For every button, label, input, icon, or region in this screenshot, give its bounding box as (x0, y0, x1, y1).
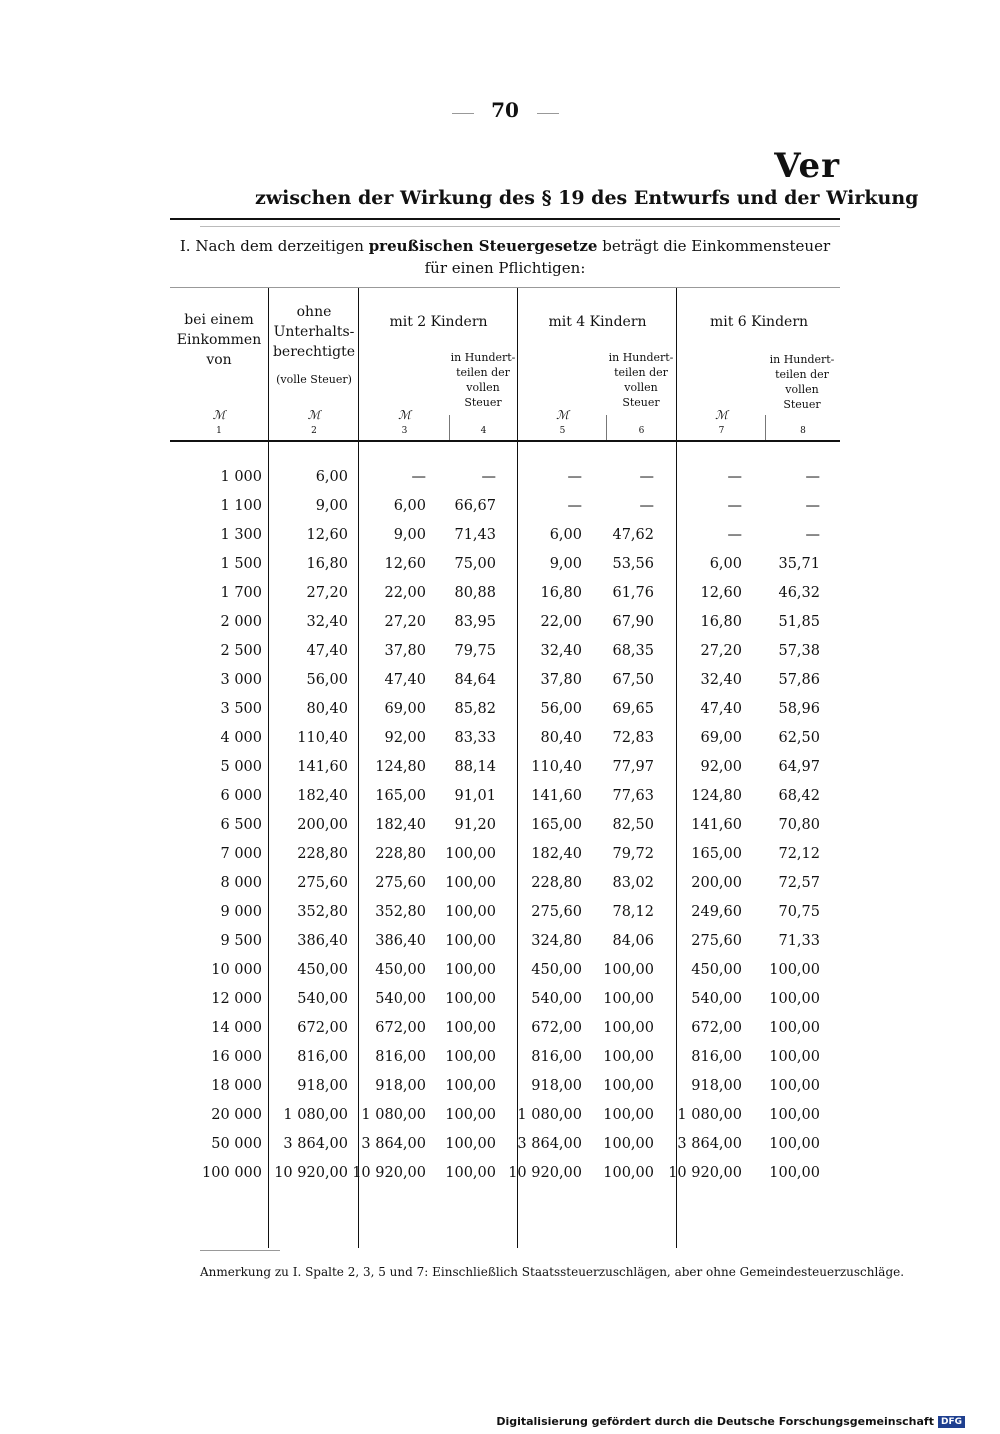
table-cell-col7: 165,00 (691, 845, 742, 862)
table-cell-col6: 100,00 (603, 1019, 654, 1036)
table-cell-col1: 20 000 (211, 1106, 262, 1123)
table-cell-col8: 100,00 (769, 961, 820, 978)
table-cell-col6: 100,00 (603, 1135, 654, 1152)
table-cell-col6: 68,35 (612, 642, 654, 659)
table-cell-col7: 3 864,00 (677, 1135, 742, 1152)
page-subtitle: zwischen der Wirkung des § 19 des Entwurfs und der Wirkung (255, 187, 919, 209)
unit-mark-col1: ℳ (212, 408, 226, 422)
table-cell-col3: 9,00 (393, 526, 426, 543)
table-cell-col6: 83,02 (612, 874, 654, 891)
table-cell-col5: 324,80 (531, 932, 582, 949)
table-cell-col3: 165,00 (375, 787, 426, 804)
table-row (170, 549, 820, 578)
page-number: 70 (491, 98, 519, 122)
table-cell-col1: 7 000 (220, 845, 262, 862)
table-cell-col5: 16,80 (540, 584, 582, 601)
table-row (170, 1158, 820, 1187)
table-cell-col2: 1 080,00 (283, 1106, 348, 1123)
table-row (170, 897, 820, 926)
table-cell-col2: 16,80 (306, 555, 348, 572)
table-cell-col7: — (727, 468, 742, 485)
table-cell-col7: 124,80 (691, 787, 742, 804)
table-cell-col4: 83,33 (454, 729, 496, 746)
header-no-dependents: ohne Unterhalts-berechtigte (272, 304, 356, 360)
table-row (170, 1042, 820, 1071)
table-cell-col2: 816,00 (297, 1048, 348, 1065)
table-cell-col6: 84,06 (612, 932, 654, 949)
table-cell-col6: — (639, 497, 654, 514)
column-number-2: 2 (311, 426, 317, 436)
table-cell-col4: 91,01 (454, 787, 496, 804)
table-cell-col2: 275,60 (297, 874, 348, 891)
table-cell-col5: 450,00 (531, 961, 582, 978)
table-cell-col7: 69,00 (700, 729, 742, 746)
table-cell-col4: 100,00 (445, 1048, 496, 1065)
table-cell-col8: 58,96 (778, 700, 820, 717)
table-cell-col7: 249,60 (691, 903, 742, 920)
table-cell-col3: 386,40 (375, 932, 426, 949)
table-cell-col2: 9,00 (315, 497, 348, 514)
table-cell-col5: 918,00 (531, 1077, 582, 1094)
table-cell-col1: 1 300 (220, 526, 262, 543)
table-cell-col8: 51,85 (778, 613, 820, 630)
table-cell-col3: 816,00 (375, 1048, 426, 1065)
table-cell-col8: 68,42 (778, 787, 820, 804)
table-row (170, 752, 820, 781)
table-cell-col8: 100,00 (769, 1135, 820, 1152)
table-cell-col1: 1 500 (220, 555, 262, 572)
table-cell-col4: 75,00 (454, 555, 496, 572)
table-cell-col6: 69,65 (612, 700, 654, 717)
table-cell-col1: 1 700 (220, 584, 262, 601)
table-cell-col1: 9 500 (220, 932, 262, 949)
table-cell-col4: 100,00 (445, 845, 496, 862)
table-cell-col2: 27,20 (306, 584, 348, 601)
table-cell-col7: 540,00 (691, 990, 742, 1007)
table-cell-col5: 80,40 (540, 729, 582, 746)
column-number-7: 7 (718, 426, 725, 436)
table-header-top-rule (170, 287, 840, 288)
table-cell-col1: 18 000 (211, 1077, 262, 1094)
column-number-1: 1 (216, 426, 222, 436)
table-cell-col5: 37,80 (540, 671, 582, 688)
table-cell-col8: 71,33 (778, 932, 820, 949)
table-cell-col6: 77,63 (612, 787, 654, 804)
header-4-children: mit 4 Kindern (548, 314, 647, 330)
unit-mark-col7: ℳ (715, 408, 728, 422)
table-cell-col2: 672,00 (297, 1019, 348, 1036)
table-cell-col8: 35,71 (778, 555, 820, 572)
table-row (170, 665, 820, 694)
table-cell-col3: 10 920,00 (352, 1164, 426, 1181)
table-cell-col1: 16 000 (211, 1048, 262, 1065)
table-cell-col6: — (639, 468, 654, 485)
table-cell-col7: 6,00 (709, 555, 742, 572)
column-number-5: 5 (559, 426, 566, 436)
table-cell-col7: 92,00 (700, 758, 742, 775)
table-cell-col8: — (805, 497, 820, 514)
table-cell-col5: 816,00 (531, 1048, 582, 1065)
table-cell-col2: 228,80 (297, 845, 348, 862)
table-row (170, 694, 820, 723)
table-cell-col5: 9,00 (549, 555, 582, 572)
table-cell-col6: 67,90 (612, 613, 654, 630)
table-cell-col6: 82,50 (612, 816, 654, 833)
table-cell-col7: 816,00 (691, 1048, 742, 1065)
table-cell-col7: 275,60 (691, 932, 742, 949)
table-cell-col7: 672,00 (691, 1019, 742, 1036)
dfg-logo: DFG (938, 1416, 965, 1428)
table-cell-col4: 80,88 (454, 584, 496, 601)
table-row (170, 578, 820, 607)
table-cell-col1: 8 000 (220, 874, 262, 891)
table-cell-col3: 672,00 (375, 1019, 426, 1036)
table-cell-col1: 10 000 (211, 961, 262, 978)
table-cell-col8: 70,80 (778, 816, 820, 833)
table-cell-col8: 62,50 (778, 729, 820, 746)
table-cell-col2: 12,60 (306, 526, 348, 543)
table-cell-col4: 100,00 (445, 1164, 496, 1181)
table-cell-col1: 6 500 (220, 816, 262, 833)
table-cell-col4: 100,00 (445, 990, 496, 1007)
table-cell-col3: 918,00 (375, 1077, 426, 1094)
table-cell-col8: 100,00 (769, 990, 820, 1007)
table-cell-col5: 672,00 (531, 1019, 582, 1036)
table-cell-col3: 450,00 (375, 961, 426, 978)
table-cell-col8: 100,00 (769, 1077, 820, 1094)
table-cell-col4: 79,75 (454, 642, 496, 659)
table-cell-col3: 540,00 (375, 990, 426, 1007)
table-cell-col6: 72,83 (612, 729, 654, 746)
table-cell-col7: 47,40 (700, 700, 742, 717)
section-heading-line2: für einen Pflichtigen: (424, 259, 586, 277)
table-cell-col3: 27,20 (384, 613, 426, 630)
header-percent-4: in Hundert-teilen der vollen Steuer (608, 351, 674, 409)
table-cell-col4: 100,00 (445, 1135, 496, 1152)
table-cell-col4: — (481, 468, 496, 485)
section-heading-bold: preußischen Steuergesetze (368, 237, 598, 255)
column-number-3: 3 (401, 426, 408, 436)
table-row (170, 839, 820, 868)
table-cell-col5: 3 864,00 (517, 1135, 582, 1152)
table-cell-col5: 32,40 (540, 642, 582, 659)
header-6-children: mit 6 Kindern (709, 314, 809, 330)
table-cell-col7: 12,60 (700, 584, 742, 601)
title-rule (170, 218, 840, 220)
table-cell-col4: 100,00 (445, 1077, 496, 1094)
table-row (170, 520, 820, 549)
table-cell-col4: 100,00 (445, 1106, 496, 1123)
table-cell-col6: 100,00 (603, 961, 654, 978)
section-heading-suffix: beträgt die Einkommensteuer (602, 237, 831, 255)
section-heading-prefix: I. Nach dem derzeitigen (179, 237, 364, 255)
table-row (170, 955, 820, 984)
table-cell-col2: 32,40 (306, 613, 348, 630)
table-cell-col2: 352,80 (297, 903, 348, 920)
title-rule-thin (200, 226, 840, 227)
table-cell-col6: 61,76 (612, 584, 654, 601)
table-cell-col8: 57,86 (778, 671, 820, 688)
table-cell-col7: 10 920,00 (668, 1164, 742, 1181)
table-row (170, 926, 820, 955)
page-title-fragment: Ver (774, 146, 840, 186)
table-cell-col5: 540,00 (531, 990, 582, 1007)
table-cell-col2: 450,00 (297, 961, 348, 978)
table-cell-col8: 100,00 (769, 1048, 820, 1065)
table-cell-col2: 56,00 (306, 671, 348, 688)
table-cell-col3: 124,80 (375, 758, 426, 775)
table-cell-col4: 88,14 (454, 758, 496, 775)
table-cell-col3: 1 080,00 (361, 1106, 426, 1123)
table-cell-col7: — (727, 497, 742, 514)
footnote: Anmerkung zu I. Spalte 2, 3, 5 und 7: Einschließlich Staatssteuerzuschlägen, aber ohne Gemeindesteuerzuschläge. (200, 1265, 905, 1279)
table-cell-col5: 275,60 (531, 903, 582, 920)
table-row (170, 1100, 820, 1129)
table-cell-col6: 100,00 (603, 1077, 654, 1094)
table-cell-col3: 69,00 (384, 700, 426, 717)
table-row (170, 868, 820, 897)
column-number-8: 8 (800, 426, 806, 436)
table-cell-col2: 182,40 (297, 787, 348, 804)
table-cell-col5: 6,00 (549, 526, 582, 543)
table-cell-col3: 37,80 (384, 642, 426, 659)
table-cell-col5: 56,00 (540, 700, 582, 717)
header-percent-2: in Hundert-teilen der vollen Steuer (450, 351, 516, 409)
table-row (170, 607, 820, 636)
table-cell-col2: 386,40 (297, 932, 348, 949)
table-cell-col6: 53,56 (612, 555, 654, 572)
table-cell-col3: 92,00 (384, 729, 426, 746)
table-cell-col1: 3 500 (220, 700, 262, 717)
table-cell-col5: 165,00 (531, 816, 582, 833)
column-number-6: 6 (638, 426, 645, 436)
table-cell-col4: 71,43 (454, 526, 496, 543)
table-cell-col1: 1 100 (220, 497, 262, 514)
table-cell-col4: 100,00 (445, 1019, 496, 1036)
table-row (170, 1071, 820, 1100)
table-cell-col2: 80,40 (306, 700, 348, 717)
table-cell-col1: 2 500 (220, 642, 262, 659)
table-row (170, 723, 820, 752)
table-cell-col6: 100,00 (603, 1164, 654, 1181)
table-cell-col2: 540,00 (297, 990, 348, 1007)
table-row (170, 491, 820, 520)
table-cell-col7: — (727, 526, 742, 543)
unit-mark-col5: ℳ (556, 408, 569, 422)
table-cell-col7: 27,20 (700, 642, 742, 659)
table-cell-col8: 72,57 (778, 874, 820, 891)
table-cell-col3: 12,60 (384, 555, 426, 572)
table-row (170, 1129, 820, 1158)
table-cell-col3: 22,00 (384, 584, 426, 601)
table-cell-col2: 110,40 (297, 729, 348, 746)
table-cell-col4: 66,67 (454, 497, 496, 514)
table-cell-col8: — (805, 526, 820, 543)
table-cell-col5: — (567, 468, 582, 485)
table-cell-col7: 200,00 (691, 874, 742, 891)
unit-mark-col3: ℳ (398, 408, 411, 422)
table-cell-col3: 47,40 (384, 671, 426, 688)
tax-table (170, 462, 820, 1187)
table-cell-col7: 16,80 (700, 613, 742, 630)
table-row (170, 810, 820, 839)
page-number-dash-right (537, 113, 559, 114)
column-number-4: 4 (480, 426, 487, 436)
table-cell-col6: 100,00 (603, 990, 654, 1007)
table-cell-col4: 84,64 (454, 671, 496, 688)
footnote-rule (200, 1250, 280, 1251)
table-cell-col7: 450,00 (691, 961, 742, 978)
table-cell-col7: 918,00 (691, 1077, 742, 1094)
table-cell-col6: 77,97 (612, 758, 654, 775)
table-cell-col1: 50 000 (211, 1135, 262, 1152)
table-cell-col4: 100,00 (445, 961, 496, 978)
table-cell-col8: — (805, 468, 820, 485)
table-cell-col2: 6,00 (315, 468, 348, 485)
table-cell-col8: 72,12 (778, 845, 820, 862)
table-cell-col4: 100,00 (445, 903, 496, 920)
header-2-children: mit 2 Kindern (389, 314, 488, 330)
table-cell-col5: — (567, 497, 582, 514)
table-cell-col1: 100 000 (202, 1164, 262, 1181)
table-cell-col1: 14 000 (211, 1019, 262, 1036)
table-cell-col4: 100,00 (445, 874, 496, 891)
table-cell-col7: 141,60 (691, 816, 742, 833)
table-cell-col6: 100,00 (603, 1106, 654, 1123)
digitization-credit-text: Digitalisierung gefördert durch die Deutsche Forschungsgemeinschaft (496, 1415, 934, 1428)
table-cell-col8: 100,00 (769, 1106, 820, 1123)
digitization-credit (496, 1415, 965, 1428)
table-row (170, 462, 820, 491)
table-cell-col3: — (411, 468, 426, 485)
table-cell-col5: 1 080,00 (517, 1106, 582, 1123)
table-cell-col8: 46,32 (778, 584, 820, 601)
table-cell-col2: 141,60 (297, 758, 348, 775)
table-cell-col1: 3 000 (220, 671, 262, 688)
table-cell-col2: 918,00 (297, 1077, 348, 1094)
table-cell-col1: 1 000 (220, 468, 262, 485)
table-cell-col5: 22,00 (540, 613, 582, 630)
table-cell-col5: 182,40 (531, 845, 582, 862)
table-cell-col3: 275,60 (375, 874, 426, 891)
table-cell-col5: 10 920,00 (508, 1164, 582, 1181)
table-cell-col7: 32,40 (700, 671, 742, 688)
table-cell-col8: 70,75 (778, 903, 820, 920)
table-cell-col1: 6 000 (220, 787, 262, 804)
table-cell-col2: 200,00 (297, 816, 348, 833)
table-cell-col6: 78,12 (612, 903, 654, 920)
header-full-tax-note: (volle Steuer) (276, 373, 352, 386)
table-cell-col1: 9 000 (220, 903, 262, 920)
table-row (170, 984, 820, 1013)
table-cell-col6: 100,00 (603, 1048, 654, 1065)
section-heading (170, 236, 840, 256)
table-cell-col1: 5 000 (220, 758, 262, 775)
header-percent-6: in Hundert-teilen der vollen Steuer (769, 353, 835, 411)
table-cell-col6: 47,62 (612, 526, 654, 543)
table-cell-col4: 91,20 (454, 816, 496, 833)
table-row (170, 1013, 820, 1042)
table-row (170, 781, 820, 810)
table-cell-col8: 64,97 (778, 758, 820, 775)
table-cell-col8: 100,00 (769, 1019, 820, 1036)
table-cell-col5: 141,60 (531, 787, 582, 804)
table-cell-col6: 79,72 (612, 845, 654, 862)
table-cell-col1: 12 000 (211, 990, 262, 1007)
table-cell-col5: 110,40 (531, 758, 582, 775)
tax-table-body (170, 462, 820, 1187)
table-cell-col1: 2 000 (220, 613, 262, 630)
table-cell-col8: 57,38 (778, 642, 820, 659)
table-cell-col3: 6,00 (393, 497, 426, 514)
table-cell-col2: 10 920,00 (274, 1164, 348, 1181)
table-cell-col4: 100,00 (445, 932, 496, 949)
table-cell-col7: 1 080,00 (677, 1106, 742, 1123)
table-header-bottom-rule (170, 440, 840, 442)
table-cell-col8: 100,00 (769, 1164, 820, 1181)
table-cell-col1: 4 000 (220, 729, 262, 746)
table-cell-col4: 83,95 (454, 613, 496, 630)
header-income: bei einem Einkommen von (176, 312, 262, 368)
table-cell-col3: 182,40 (375, 816, 426, 833)
table-cell-col5: 228,80 (531, 874, 582, 891)
table-row (170, 636, 820, 665)
table-cell-col3: 228,80 (375, 845, 426, 862)
table-cell-col3: 3 864,00 (361, 1135, 426, 1152)
unit-mark-col2: ℳ (307, 408, 321, 422)
table-cell-col2: 3 864,00 (283, 1135, 348, 1152)
table-cell-col4: 85,82 (454, 700, 496, 717)
table-cell-col3: 352,80 (375, 903, 426, 920)
table-cell-col6: 67,50 (612, 671, 654, 688)
table-cell-col2: 47,40 (306, 642, 348, 659)
